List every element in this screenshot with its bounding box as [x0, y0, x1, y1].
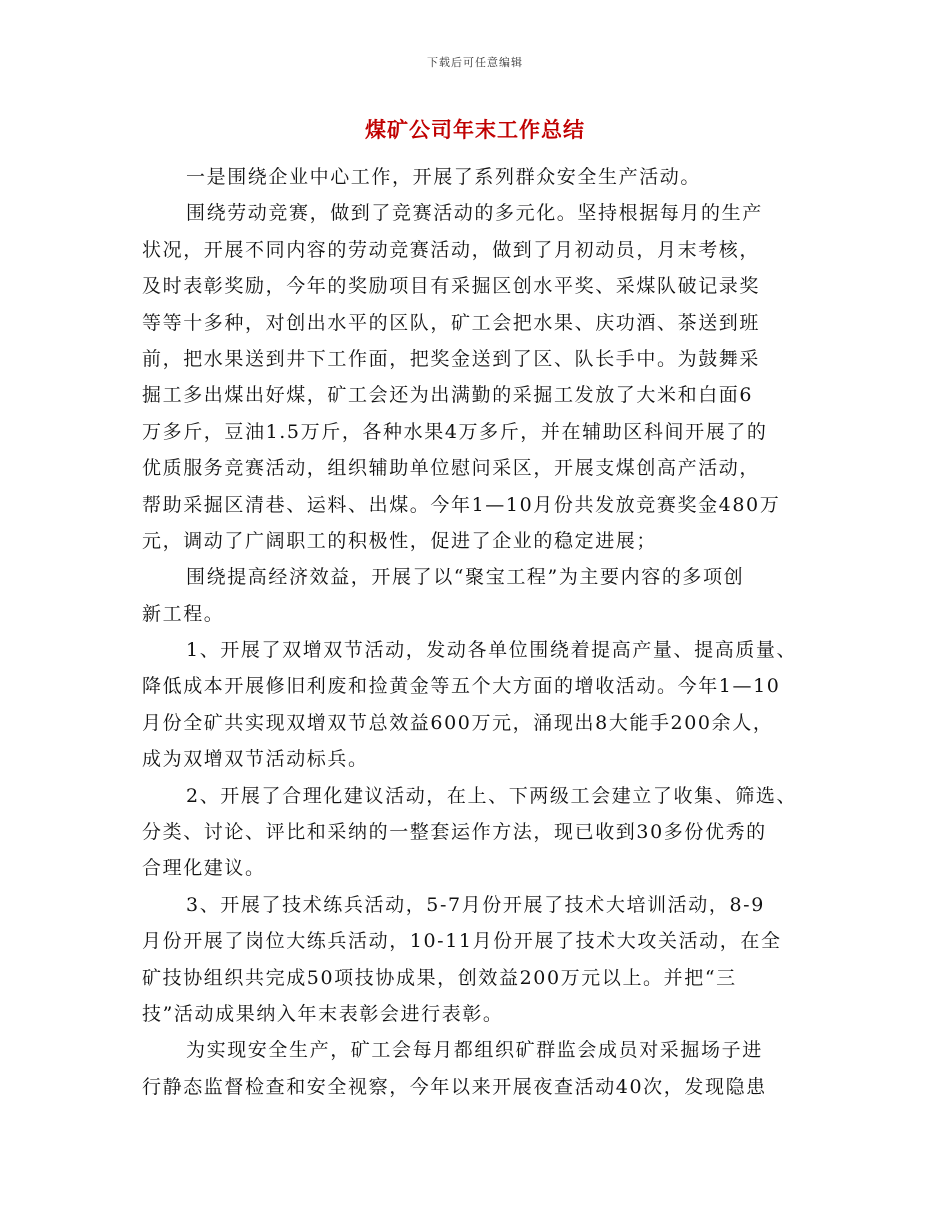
- document-title: 煤矿公司年末工作总结: [365, 117, 585, 142]
- paragraph-line: 等等十多种，对创出水平的区队，矿工会把水果、庆功酒、茶送到班: [142, 311, 761, 334]
- paragraph-line: 前，把水果送到井下工作面，把奖金送到了区、队长手中。为鼓舞采: [142, 347, 761, 370]
- paragraph-line: 降低成本开展修旧利废和捡黄金等五个大方面的增收活动。今年1—10: [142, 675, 781, 698]
- paragraph-line: 2、开展了合理化建议活动，在上、下两级工会建立了收集、筛选、: [186, 784, 798, 807]
- paragraph-line: 1、开展了双增双节活动，发动各单位围绕着提高产量、提高质量、: [186, 639, 798, 662]
- paragraph-line: 月份开展了岗位大练兵活动，10-11月份开展了技术大攻关活动，在全: [142, 930, 782, 953]
- paragraph-line: 合理化建议。: [142, 857, 266, 880]
- paragraph-line: 3、开展了技术练兵活动，5-7月份开展了技术大培训活动，8-9: [186, 893, 765, 916]
- paragraph-line: 围绕劳动竞赛，做到了竞赛活动的多元化。坚持根据每月的生产: [186, 202, 763, 225]
- paragraph-line: 为实现安全生产，矿工会每月都组织矿群监会成员对采掘场子进: [186, 1039, 763, 1062]
- paragraph-line: 及时表彰奖励，今年的奖励项目有采掘区创水平奖、采煤队破记录奖: [142, 275, 761, 298]
- paragraph-line: 掘工多出煤出好煤，矿工会还为出满勤的采掘工发放了大米和白面6: [142, 384, 754, 407]
- paragraph-line: 优质服务竞赛活动，组织辅助单位慰问采区，开展支煤创高产活动，: [142, 457, 761, 480]
- paragraph-line: 万多斤，豆油1.5万斤，各种水果4万多斤，并在辅助区科间开展了的: [142, 420, 768, 443]
- paragraph-line: 帮助采掘区清巷、运料、出煤。今年1—10月份共发放竞赛奖金480万: [142, 493, 781, 516]
- paragraph-line: 技”活动成果纳入年末表彰会进行表彰。: [142, 1002, 504, 1025]
- document-body: [142, 159, 842, 1105]
- paragraph-line: 一是围绕企业中心工作，开展了系列群众安全生产活动。: [186, 166, 702, 188]
- paragraph-line: 围绕提高经济效益，开展了以“聚宝工程”为主要内容的多项创: [186, 566, 745, 589]
- paragraph-line: 分类、讨论、评比和采纳的一整套运作方法，现已收到30多份优秀的: [142, 821, 767, 844]
- paragraph-line: 矿技协组织共完成50项技协成果，创效益200万元以上。并把“三: [142, 966, 737, 989]
- paragraph-line: 行静态监督检查和安全视察，今年以来开展夜查活动40次，发现隐患: [142, 1075, 767, 1098]
- paragraph-line: 月份全矿共实现双增双节总效益600万元，涌现出8大能手200余人，: [142, 711, 774, 734]
- paragraph-line: 状况，开展不同内容的劳动竞赛活动，做到了月初动员，月末考核，: [142, 238, 761, 261]
- header-note: 下载后可任意编辑: [427, 56, 523, 69]
- paragraph-line: 新工程。: [142, 602, 225, 625]
- paragraph-line: 元，调动了广阔职工的积极性，促进了企业的稳定进展；: [142, 529, 658, 552]
- paragraph-line: 成为双增双节活动标兵。: [142, 748, 369, 771]
